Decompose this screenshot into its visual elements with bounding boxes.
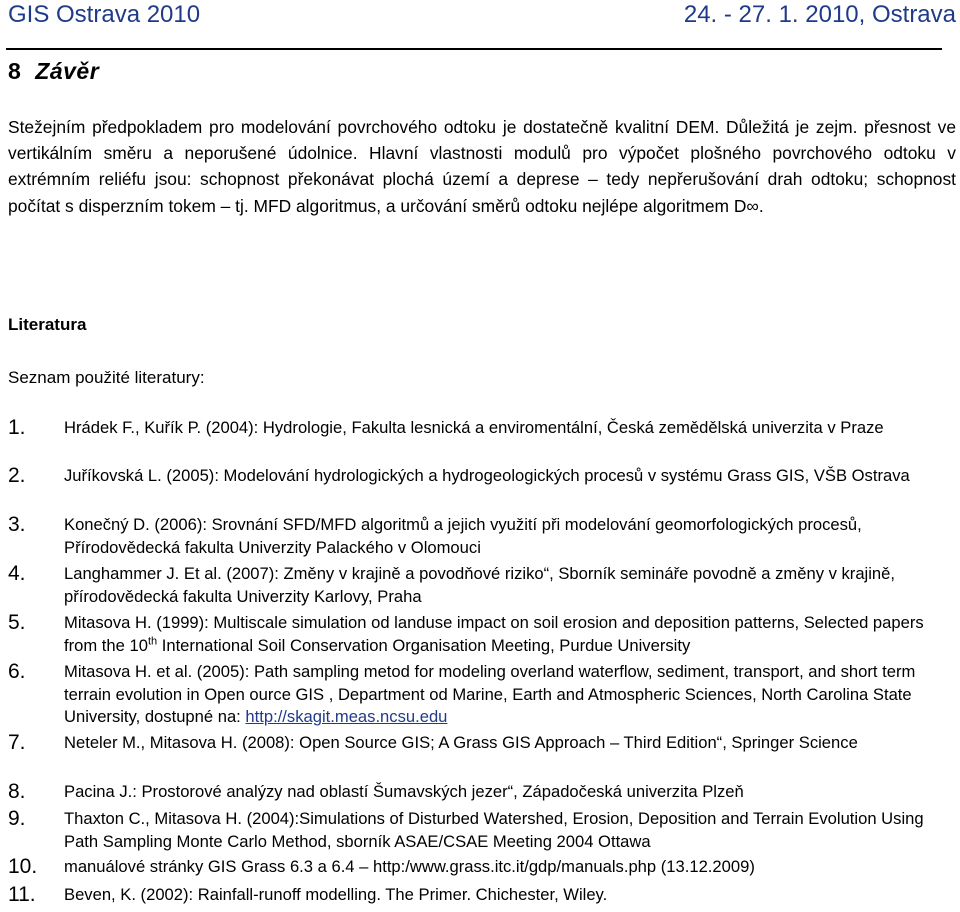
section-title: Závěr bbox=[35, 58, 100, 84]
reference-number: 2. bbox=[8, 464, 26, 487]
section-number: 8 bbox=[8, 58, 22, 84]
reference-number: 10. bbox=[8, 855, 38, 878]
reference-text bbox=[64, 661, 954, 729]
reference-number: 11. bbox=[8, 883, 36, 906]
reference-text: Konečný D. (2006): Srovnání SFD/MFD algoritmů a jejich využití při modelování geomorfologických procesů, Přírodovědecká fakulta Univerzity Palackého v Olomouci bbox=[64, 515, 862, 557]
reference-number: 7. bbox=[8, 731, 26, 754]
reference-text: Juříkovská L. (2005): Modelování hydrologických a hydrogeologických procesů v systému Grass GIS, VŠB Ostrava bbox=[64, 466, 910, 485]
literature-heading: Literatura bbox=[8, 315, 87, 334]
reference-number: 5. bbox=[8, 611, 26, 634]
reference-link[interactable]: http://skagit.meas.ncsu.edu bbox=[245, 707, 448, 726]
reference-number: 3. bbox=[8, 513, 26, 536]
reference-text-part: International Soil Conservation Organisation Meeting, Purdue University bbox=[157, 635, 691, 655]
reference-text bbox=[64, 612, 954, 657]
reference-text: Thaxton C., Mitasova H. (2004):Simulations of Disturbed Watershed, Erosion, Deposition and Terrain Evolution Using Path Sampling Monte Carlo Method, sborník ASAE/CSAE Meeting 2004 Ottawa bbox=[64, 809, 924, 851]
reference-number: 8. bbox=[8, 780, 26, 803]
reference-number: 1. bbox=[8, 416, 26, 439]
reference-text: Beven, K. (2002): Rainfall-runoff modelling. The Primer. Chichester, Wiley. bbox=[64, 885, 608, 904]
reference-number: 4. bbox=[8, 562, 26, 585]
reference-text: Pacina J.: Prostorové analýzy nad oblastí Šumavských jezer“, Západočeská univerzita Plzeň bbox=[64, 782, 744, 801]
reference-number: 9. bbox=[8, 807, 26, 830]
reference-number: 6. bbox=[8, 660, 26, 683]
header-date-place: 24. - 27. 1. 2010, Ostrava bbox=[683, 1, 956, 28]
conclusion-paragraph: Stežejním předpokladem pro modelování povrchového odtoku je dostatečně kvalitní DEM. Důležitá je zejm. přesnost ve vertikálním směru a neporušené údolnice. Hlavní vlastnosti modulů pro výpočet plošného povrchového odtoku v extrémním reliéfu jsou: schopnost překonávat plochá území a deprese – tedy nepřerušování drah odtoku; schopnost počítat s disperzním tokem – tj. MFD algoritmus, a určování směrů odtoku nejlépe algoritmem D∞. bbox=[8, 117, 956, 216]
reference-text: manuálové stránky GIS Grass 6.3 a 6.4 – http:/www.grass.itc.it/gdp/manuals.php (13.12.2009) bbox=[64, 857, 755, 876]
reference-text-part: Mitasova H. (1999): Multiscale simulation od landuse impact on soil erosion and deposition patterns, Selected papers from the 10 bbox=[64, 613, 924, 655]
reference-text: Hrádek F., Kuřík P. (2004): Hydrologie, Fakulta lesnická a enviromentální, Česká zemědělská univerzita v Praze bbox=[64, 418, 884, 437]
reference-text-part: Mitasova H. et al. (2005): Path sampling metod for modeling overland waterflow, sediment, transport, and short term terrain evolution in Open ource GIS , Department od Marine, Earth and Atmospheric Sciences, North Carolina State University, dostupné na: bbox=[64, 662, 916, 726]
literature-intro: Seznam použité literatury: bbox=[8, 368, 205, 387]
reference-text: Langhammer J. Et al. (2007): Změny v krajině a povodňové riziko“, Sborník semináře povodně a změny v krajině, přírodovědecká fakulta Univerzity Karlovy, Praha bbox=[64, 564, 896, 606]
reference-superscript: th bbox=[147, 634, 158, 647]
reference-text: Neteler M., Mitasova H. (2008): Open Source GIS; A Grass GIS Approach – Third Edition“, Springer Science bbox=[64, 733, 858, 752]
header-conference: GIS Ostrava 2010 bbox=[8, 1, 201, 28]
